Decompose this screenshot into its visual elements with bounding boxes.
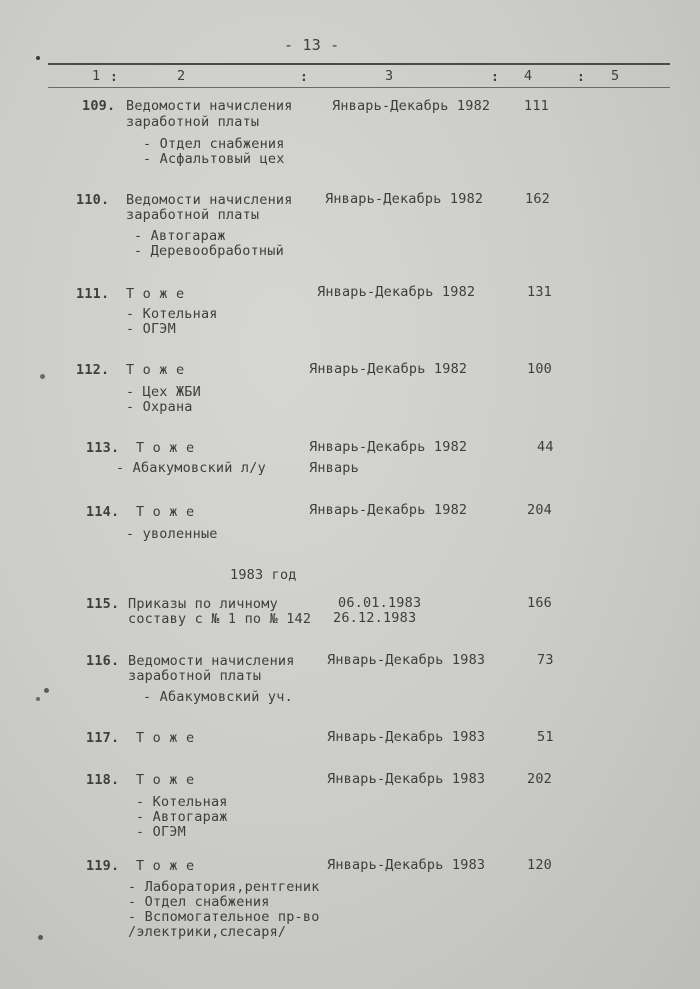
col-separator: : bbox=[300, 70, 308, 85]
entry-number: 111. bbox=[76, 286, 110, 302]
col-separator: : bbox=[491, 70, 499, 85]
header-bottom-rule bbox=[48, 87, 670, 88]
entry-date: Январь-Декабрь 1982 bbox=[309, 502, 468, 518]
entry-title: Ведомости начисления bbox=[126, 192, 293, 208]
entry-sub: - Котельная bbox=[126, 306, 218, 322]
entry-date: Январь-Декабрь 1983 bbox=[327, 771, 486, 787]
entry-date: Январь-Декабрь 1983 bbox=[327, 857, 486, 873]
entry-number: 117. bbox=[86, 730, 120, 746]
entry-sub: - Деревообработный bbox=[134, 243, 284, 259]
entry-sub: - Автогараж bbox=[134, 228, 226, 244]
entry-date: Январь-Декабрь 1982 bbox=[317, 284, 476, 300]
col-header-1: 1 bbox=[92, 68, 101, 84]
page-number: - 13 - bbox=[284, 36, 340, 54]
entry-title: Т о ж е bbox=[136, 440, 195, 456]
entry-sub: - Охрана bbox=[126, 399, 193, 415]
col-header-3: 3 bbox=[385, 68, 394, 84]
entry-number: 119. bbox=[86, 858, 120, 874]
col-header-5: 5 bbox=[611, 68, 620, 84]
entry-count: 111 bbox=[524, 98, 549, 114]
header-top-rule bbox=[48, 63, 670, 65]
entry-sub: - Абакумовский уч. bbox=[143, 689, 293, 705]
year-heading: 1983 год bbox=[230, 567, 297, 583]
entry-title: Ведомости начисления bbox=[126, 98, 293, 114]
entry-date: Январь-Декабрь 1983 bbox=[327, 729, 486, 745]
entry-sub: /электрики,слесаря/ bbox=[128, 924, 287, 940]
entry-title: заработной платы bbox=[128, 668, 262, 684]
entry-date: Январь-Декабрь 1982 bbox=[309, 439, 468, 455]
entry-number: 110. bbox=[76, 192, 110, 208]
entry-number: 118. bbox=[86, 772, 120, 788]
col-header-2: 2 bbox=[177, 68, 186, 84]
scan-speck bbox=[36, 56, 40, 60]
scan-speck bbox=[44, 688, 49, 693]
entry-number: 109. bbox=[82, 98, 116, 114]
entry-count: 131 bbox=[527, 284, 552, 300]
entry-number: 112. bbox=[76, 362, 110, 378]
col-separator: : bbox=[577, 70, 585, 85]
entry-date: Январь-Декабрь 1982 bbox=[309, 361, 468, 377]
entry-date: 06.01.1983 bbox=[338, 595, 422, 611]
entry-sub: - Лаборатория,рентгеник bbox=[128, 879, 320, 895]
entry-number: 115. bbox=[86, 596, 120, 612]
entry-count: 44 bbox=[537, 439, 554, 455]
entry-count: 120 bbox=[527, 857, 552, 873]
entry-sub: - уволенные bbox=[126, 526, 218, 542]
entry-count: 51 bbox=[537, 729, 554, 745]
entry-title: заработной платы bbox=[126, 114, 260, 130]
col-separator: : bbox=[110, 70, 118, 85]
scan-speck bbox=[40, 374, 45, 379]
entry-date-secondary: Январь bbox=[309, 460, 359, 476]
entry-sub: - Котельная bbox=[136, 794, 228, 810]
entry-title: Т о ж е bbox=[136, 730, 195, 746]
entry-sub: - Абакумовский л/у bbox=[116, 460, 266, 476]
entry-number: 116. bbox=[86, 653, 120, 669]
entry-title: Ведомости начисления bbox=[128, 653, 295, 669]
entry-count: 100 bbox=[527, 361, 552, 377]
entry-title: Т о ж е bbox=[136, 504, 195, 520]
entry-number: 114. bbox=[86, 504, 120, 520]
entry-title: Т о ж е bbox=[126, 362, 185, 378]
entry-date: Январь-Декабрь 1982 bbox=[325, 191, 484, 207]
entry-count: 202 bbox=[527, 771, 552, 787]
entry-date-secondary: 26.12.1983 bbox=[333, 610, 417, 626]
scan-speck bbox=[36, 697, 40, 701]
entry-sub: - Автогараж bbox=[136, 809, 228, 825]
entry-sub: - Асфальтовый цех bbox=[143, 151, 285, 167]
entry-title: Приказы по личному bbox=[128, 596, 278, 612]
scan-speck bbox=[38, 935, 43, 940]
entry-count: 73 bbox=[537, 652, 554, 668]
entry-count: 162 bbox=[525, 191, 550, 207]
entry-title: Т о ж е bbox=[136, 858, 195, 874]
entry-title: Т о ж е bbox=[126, 286, 185, 302]
entry-title: составу с № 1 по № 142 bbox=[128, 611, 312, 627]
entry-date: Январь-Декабрь 1982 bbox=[332, 98, 491, 114]
entry-number: 113. bbox=[86, 440, 120, 456]
entry-count: 204 bbox=[527, 502, 552, 518]
entry-sub: - Отдел снабжения bbox=[128, 894, 270, 910]
entry-date: Январь-Декабрь 1983 bbox=[327, 652, 486, 668]
entry-title: заработной платы bbox=[126, 207, 260, 223]
entry-title: Т о ж е bbox=[136, 772, 195, 788]
entry-sub: - Отдел снабжения bbox=[143, 136, 285, 152]
entry-sub: - ОГЭМ bbox=[126, 321, 176, 337]
entry-count: 166 bbox=[527, 595, 552, 611]
col-header-4: 4 bbox=[524, 68, 533, 84]
entry-sub: - ОГЭМ bbox=[136, 824, 186, 840]
entry-sub: - Цех ЖБИ bbox=[126, 384, 201, 400]
entry-sub: - Вспомогательное пр-во bbox=[128, 909, 320, 925]
